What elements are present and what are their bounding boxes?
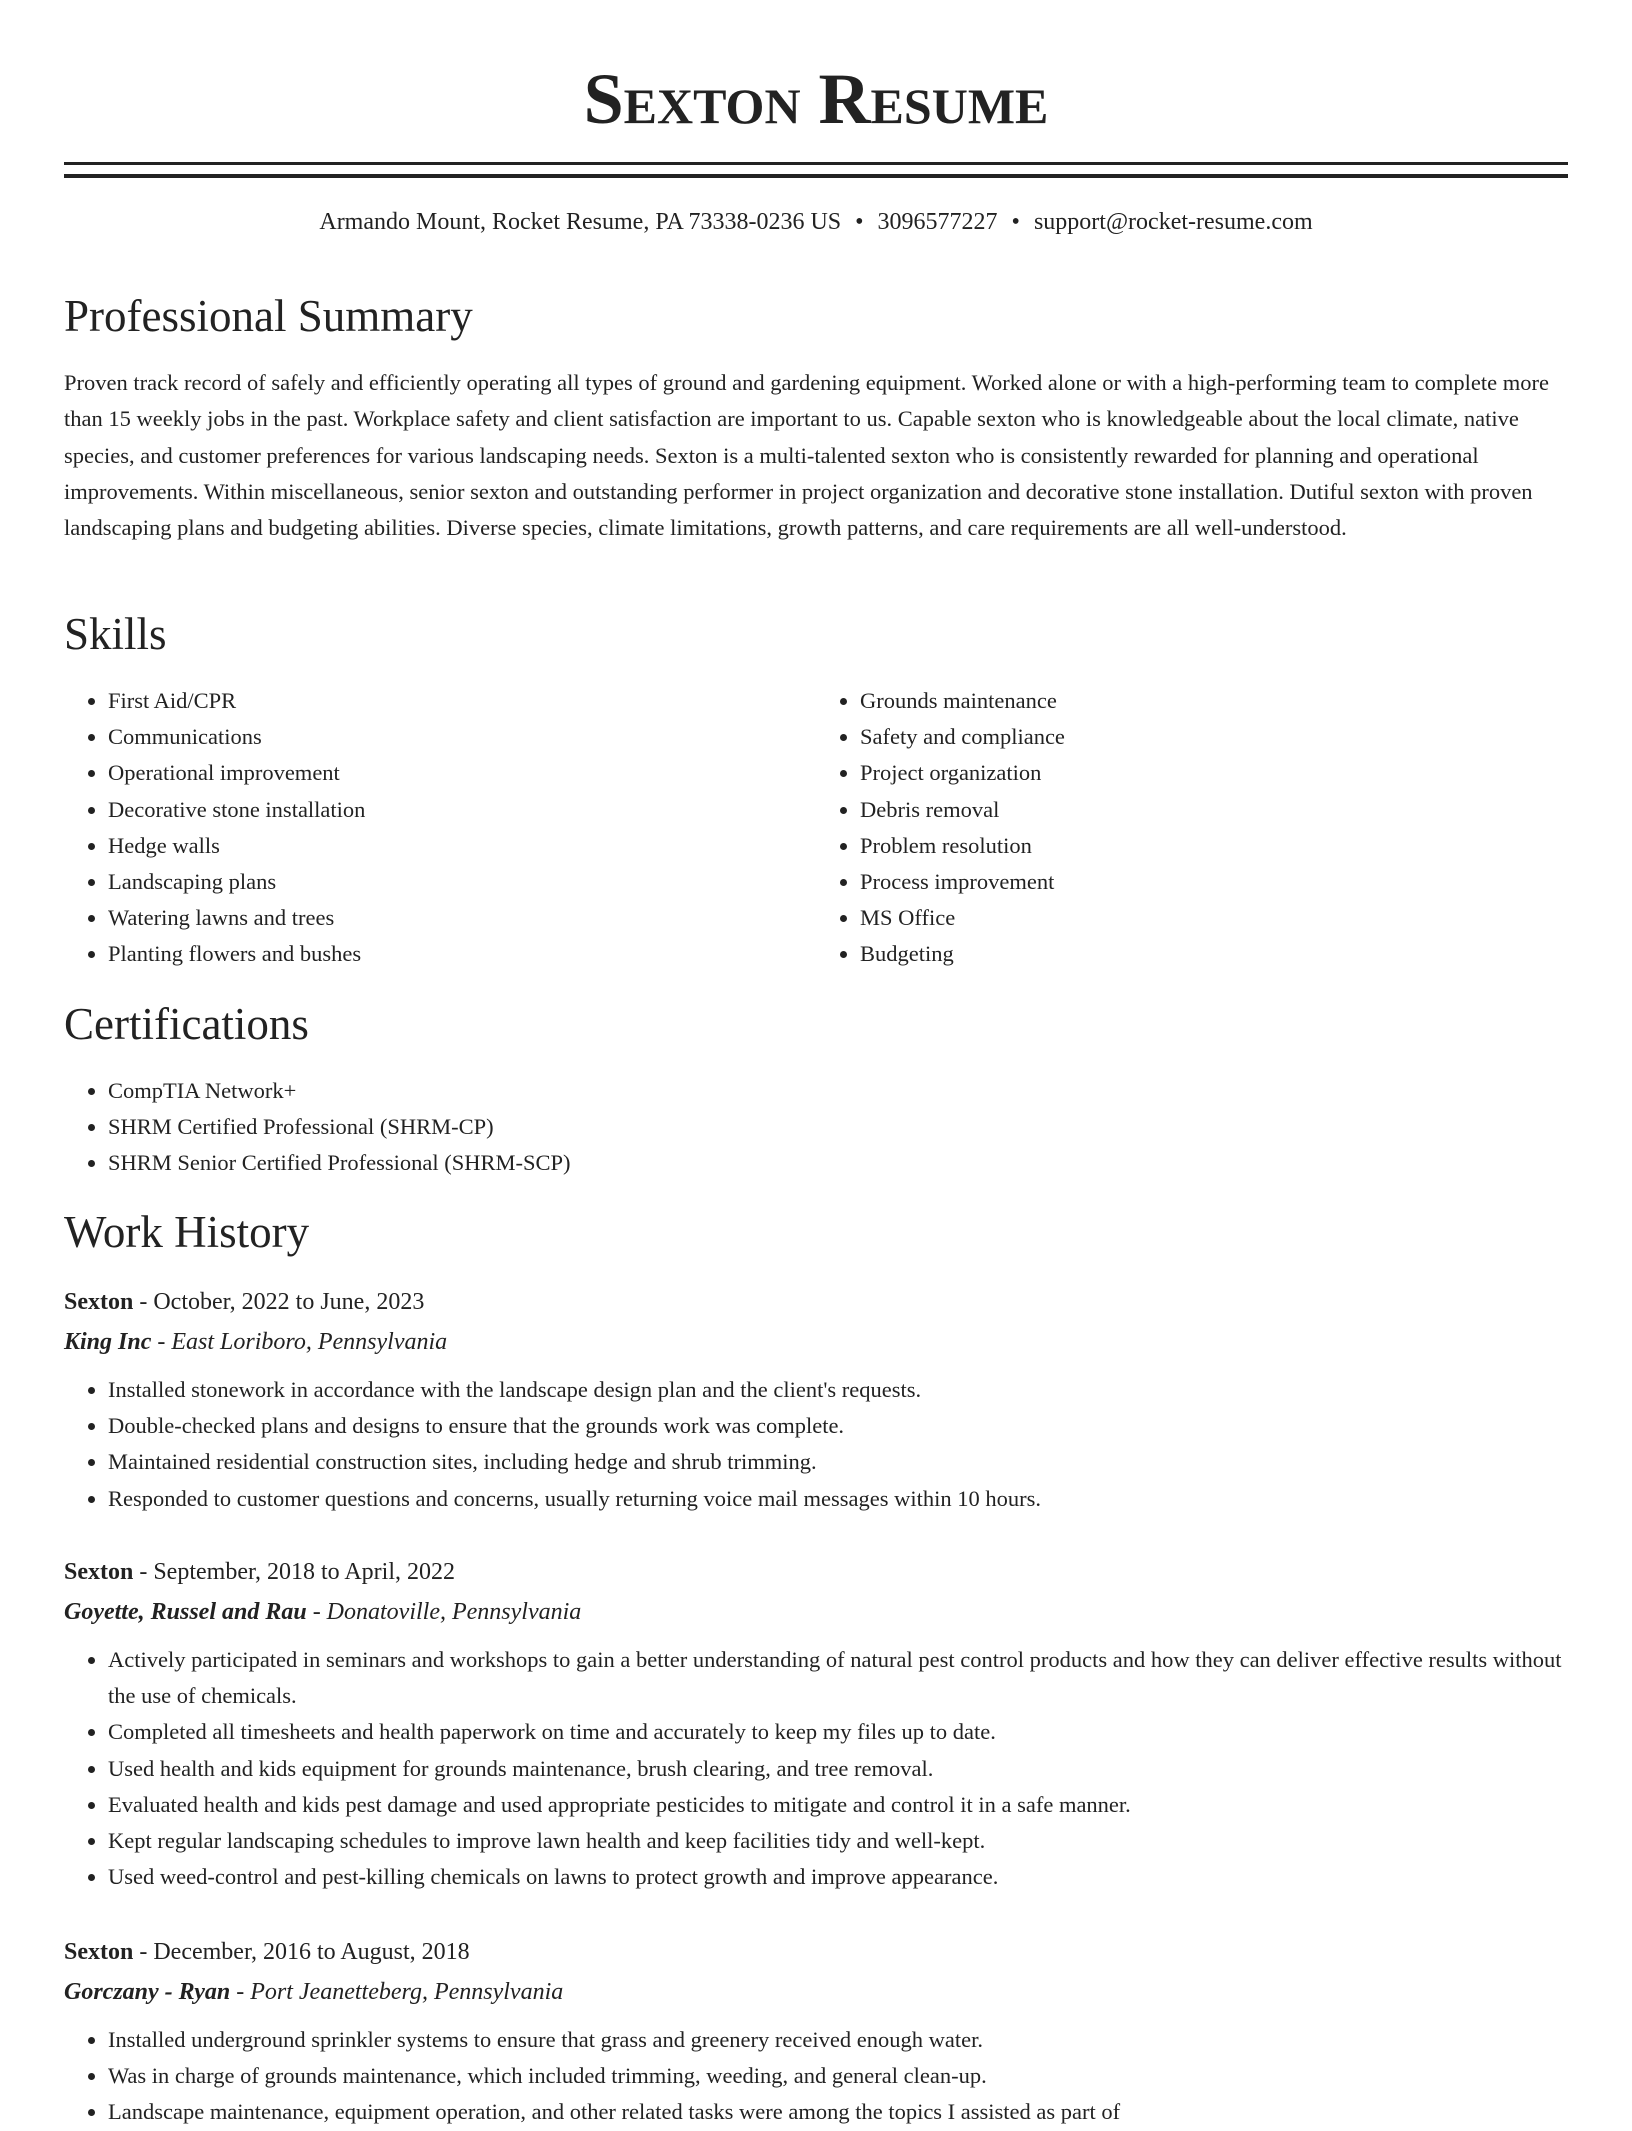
company-line [64,1972,1568,2012]
job-dates: - December, 2016 to August, 2018 [133,1939,470,1965]
job-bullets [64,2022,1568,2131]
resume-title: Sexton Resume [583,59,1049,139]
job-title: Sexton [64,1289,134,1315]
company-name: Gorczany - Ryan [64,1979,231,2005]
skills-columns [64,683,1568,973]
skill-item: • Landscaping plans [108,864,816,900]
skill-item: • MS Office [860,900,1568,936]
skills-left-list [64,683,816,973]
company-line [64,1592,1568,1632]
certifications-heading: Certifications [64,999,309,1049]
company-line [64,1322,1568,1362]
skill-item: • Decorative stone installation [108,792,816,828]
job-bullet: • Double-checked plans and designs to ensure that the grounds work was complete. [108,1408,1568,1444]
skills-right-list [816,683,1568,973]
job-dates: - September, 2018 to April, 2022 [133,1559,456,1585]
contact-separator: • [1011,209,1020,235]
company-location: - Donatoville, Pennsylvania [306,1599,582,1625]
skill-item: • Debris removal [860,792,1568,828]
job-dates: - October, 2022 to June, 2023 [133,1289,425,1315]
skill-item: • Project organization [860,755,1568,791]
job-bullet: • Responded to customer questions and concerns, usually returning voice mail messages within 10 hours. [108,1481,1568,1517]
job-bullet: • Used weed-control and pest-killing chemicals on lawns to protect growth and improve appearance. [108,1859,1568,1895]
certification-item: • CompTIA Network+ [108,1073,1568,1109]
title-double-rule [64,162,1568,178]
summary-heading: Professional Summary [64,291,473,341]
contact-line [64,206,1568,238]
skill-item: • Problem resolution [860,828,1568,864]
job-title-line [64,1552,1568,1592]
job-bullets [64,1372,1568,1517]
skill-item: • Watering lawns and trees [108,900,816,936]
skill-item: • Grounds maintenance [860,683,1568,719]
work-history-heading: Work History [64,1207,310,1257]
skill-item: • Communications [108,719,816,755]
certifications-list [64,1073,1568,1182]
job-entry [64,1932,1568,2131]
skill-item: • Operational improvement [108,755,816,791]
summary-text: Proven track record of safely and efficiently operating all types of ground and gardening equipment. Worked alone or with a high-performing team to complete more than 15 weekly jobs in the past. Workplace safety and client satisfaction are important to us. Capable sexton who is knowledgeable about the local climate, native species, and customer preferences for various landscaping needs. Sexton is a multi-talented sexton who is consistently rewarded for planning and operational improvements. Within miscellaneous, senior sexton and outstanding performer in project organization and decorative stone installation. Dutiful sexton with proven landscaping plans and budgeting abilities. Diverse species, climate limitations, growth patterns, and care requirements are all well-understood. [64,370,1549,541]
job-title-line [64,1932,1568,1972]
skill-item: • First Aid/CPR [108,683,816,719]
job-entry [64,1282,1568,1517]
skill-item: • Safety and compliance [860,719,1568,755]
resume-page [64,0,1568,2125]
contact-separator: • [855,209,864,235]
skill-item: • Budgeting [860,936,1568,972]
skill-item: • Process improvement [860,864,1568,900]
job-bullets [64,1642,1568,1895]
job-bullet: • Kept regular landscaping schedules to improve lawn health and keep facilities tidy and well-kept. [108,1823,1568,1859]
certification-item: • SHRM Senior Certified Professional (SHRM-SCP) [108,1145,1568,1181]
contact-phone: 3096577227 [877,209,998,235]
company-location: - East Loriboro, Pennsylvania [151,1329,448,1355]
job-bullet: • Evaluated health and kids pest damage and used appropriate pesticides to mitigate and control it in a safe manner. [108,1787,1568,1823]
job-bullet: • Used health and kids equipment for grounds maintenance, brush clearing, and tree removal. [108,1751,1568,1787]
contact-email: support@rocket-resume.com [1033,209,1313,235]
job-bullet: • Actively participated in seminars and workshops to gain a better understanding of natural pest control products and how they can deliver effective results without the use of chemicals. [108,1642,1568,1714]
company-name: King Inc [64,1329,152,1355]
job-bullet: • Installed stonework in accordance with the landscape design plan and the client's requests. [108,1372,1568,1408]
skills-heading: Skills [64,609,167,659]
job-bullet: • Installed underground sprinkler systems to ensure that grass and greenery received enough water. [108,2022,1568,2058]
job-bullet: • Maintained residential construction sites, including hedge and shrub trimming. [108,1444,1568,1480]
job-bullet: • Landscape maintenance, equipment operation, and other related tasks were among the topics I assisted as part of [108,2094,1568,2130]
company-name: Goyette, Russel and Rau [64,1599,307,1625]
job-entry [64,1552,1568,1895]
contact-address: Armando Mount, Rocket Resume, PA 73338-0236 US [319,209,842,235]
job-bullet: • Was in charge of grounds maintenance, which included trimming, weeding, and general clean-up. [108,2058,1568,2094]
job-title: Sexton [64,1939,134,1965]
job-title-line [64,1282,1568,1322]
certification-item: • SHRM Certified Professional (SHRM-CP) [108,1109,1568,1145]
skill-item: • Hedge walls [108,828,816,864]
job-title: Sexton [64,1559,134,1585]
skill-item: • Planting flowers and bushes [108,936,816,972]
company-location: - Port Jeanetteberg, Pennsylvania [230,1979,564,2005]
job-bullet: • Completed all timesheets and health paperwork on time and accurately to keep my files up to date. [108,1714,1568,1750]
